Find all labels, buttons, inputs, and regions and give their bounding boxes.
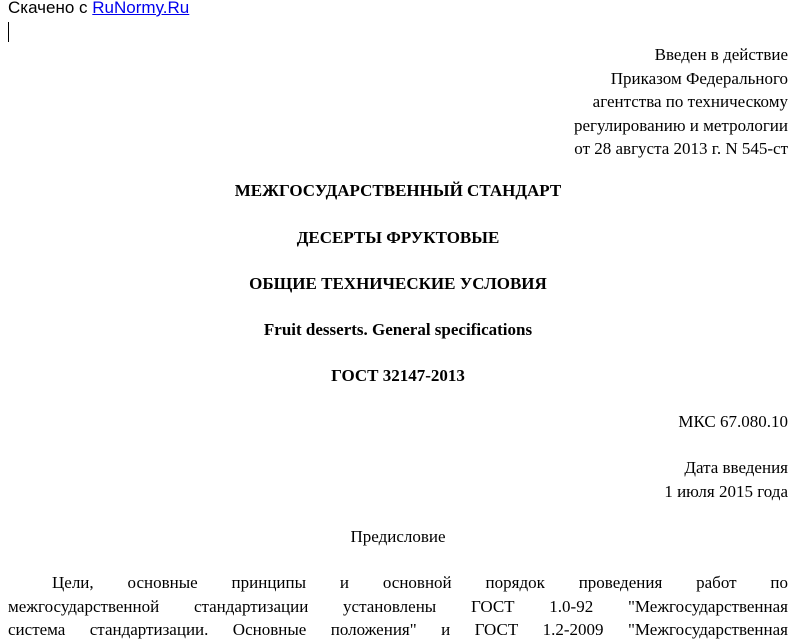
enactment-line: регулированию и метрологии bbox=[573, 115, 788, 135]
downloaded-from-line bbox=[8, 0, 189, 19]
gost-code-heading: ГОСТ 32147-2013 bbox=[331, 366, 465, 385]
enactment-note bbox=[574, 43, 788, 161]
effective-date-label: Дата введения bbox=[684, 458, 788, 477]
english-title-heading: Fruit desserts. General specifications bbox=[263, 320, 533, 339]
standard-name-heading: ДЕСЕРТЫ ФРУКТОВЫЕ bbox=[296, 228, 500, 247]
text-cursor bbox=[8, 22, 9, 42]
paragraph-line: система стандартизации. Основные положения" и ГОСТ 1.2-2009 "Межгосударственная bbox=[8, 620, 788, 639]
downloaded-prefix: Скачено с bbox=[8, 0, 93, 17]
standard-subtitle-heading: ОБЩИЕ ТЕХНИЧЕСКИЕ УСЛОВИЯ bbox=[249, 274, 547, 293]
enactment-line: агентства по техническому bbox=[592, 92, 788, 111]
paragraph-line: Цели, основные принципы и основной порядок проведения работ по bbox=[52, 573, 788, 592]
effective-date-value: 1 июля 2015 года bbox=[664, 482, 788, 501]
mks-code: МКС 67.080.10 bbox=[678, 412, 788, 431]
runormy-link[interactable]: RuNormy.Ru bbox=[92, 0, 190, 17]
foreword-paragraph bbox=[8, 571, 788, 642]
enactment-line: Приказом Федерального bbox=[610, 68, 788, 88]
standard-type-heading: МЕЖГОСУДАРСТВЕННЫЙ СТАНДАРТ bbox=[234, 181, 562, 200]
enactment-line: от 28 августа 2013 г. N 545-ст bbox=[574, 139, 788, 158]
foreword-heading: Предисловие bbox=[350, 527, 446, 546]
paragraph-line: межгосударственной стандартизации установлены ГОСТ 1.0-92 "Межгосударственная bbox=[8, 596, 788, 616]
enactment-line: Введен в действие bbox=[654, 45, 788, 64]
